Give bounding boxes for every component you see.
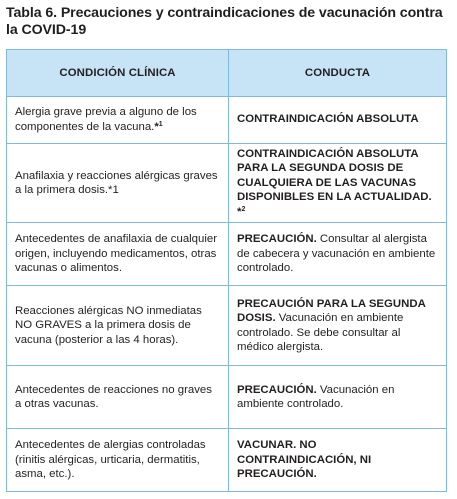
table-row xyxy=(7,96,446,144)
conduct-cell: PRECAUCIÓN. Vacunación en ambiente controlado. xyxy=(237,383,395,410)
condition-cell: Reacciones alérgicas NO inmediatas NO GRAVES a la primera dosis de vacuna (posterior a las 4 horas). xyxy=(7,286,229,365)
condition-cell: Antecedentes de reacciones no graves a otras vacunas. xyxy=(7,366,229,428)
conduct-cell: CONTRAINDICACIÓN ABSOLUTA PARA LA SEGUNDA DOSIS DE CUALQUIERA DE LAS VACUNAS DISPONIBLES EN LA ACTUALIDAD. *$^2$ xyxy=(237,147,432,218)
table-row xyxy=(7,144,446,223)
condition-cell: Antecedentes de anafilaxia de cualquier origen, incluyendo medicamentos, otras vacunas o alimentos. xyxy=(7,223,229,285)
table-header xyxy=(7,50,446,97)
vaccination-table xyxy=(6,49,447,492)
table-title: Tabla 6. Precauciones y contraindicaciones de vacunación contra la COVID-19 xyxy=(6,5,443,38)
header-conduct: CONDUCTA xyxy=(304,67,371,79)
conduct-cell: PRECAUCIÓN PARA LA SEGUNDA DOSIS. Vacunación en ambiente controlado. Se debe consultar al médico alergista. xyxy=(237,297,426,353)
table-row xyxy=(7,366,446,429)
table-row xyxy=(7,223,446,286)
conduct-cell: PRECAUCIÓN. Consultar al alergista de cabecera y vacunación en ambiente controlado. xyxy=(237,233,436,275)
table-row xyxy=(7,286,446,366)
condition-cell: Anafilaxia y reacciones alérgicas graves a la primera dosis.*1 xyxy=(7,144,229,222)
condition-cell: Antecedentes de alergias controladas (rinitis alérgicas, urticaria, dermatitis, asma, etc.). xyxy=(7,429,229,491)
condition-cell: Alergia grave previa a alguno de los componentes de la vacuna.*$^1$ xyxy=(7,96,229,143)
table-row xyxy=(7,429,446,491)
header-condition: CONDICIÓN CLÍNICA xyxy=(7,50,229,96)
conduct-cell: VACUNAR. NO CONTRAINDICACIÓN, NI PRECAUCIÓN. xyxy=(237,439,372,481)
conduct-cell: CONTRAINDICACIÓN ABSOLUTA xyxy=(237,113,419,126)
